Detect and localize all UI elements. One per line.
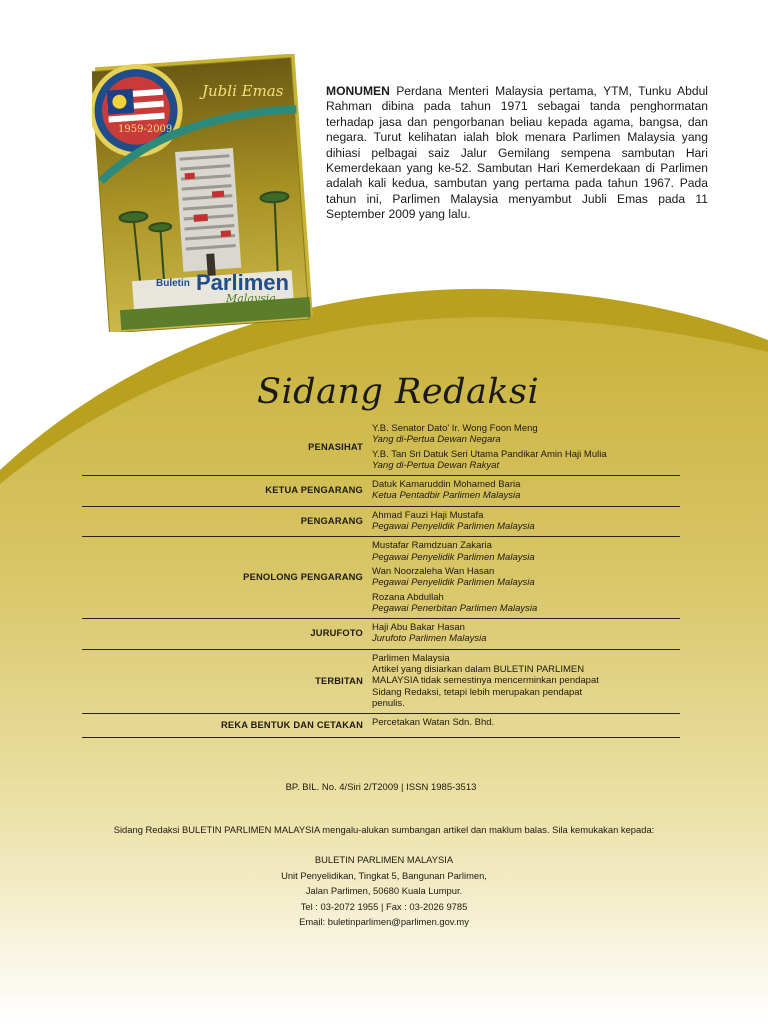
person-name: Ahmad Fauzi Haji Mustafa (372, 509, 484, 521)
caption-body: Perdana Menteri Malaysia pertama, YTM, Tunku Abdul Rahman dibina pada tahun 1971 sebagai tanda penghormatan terhadap jasa dan pengorbanan beliau kepada agama, bangsa, dan negara. Turut kelihatan ialah blok menara Parlimen Malaysia yang dihiasi pelbagai saiz Jalur Gemilang sempena sambutan Hari Kemerdekaan yang ke-52. Sambutan Hari Kemerdekaan di Parlimen adalah kali kedua, sambutan yang pertama pada tahun 1967. Pada tahun ini, Parlimen Malaysia menyambut Jubli Emas pada 11 September 2009 yang lalu. (326, 84, 708, 222)
board-row-pengarang (82, 507, 680, 538)
cover-masthead: Parlimen (196, 270, 289, 295)
person-role: Yang di-Pertua Dewan Negara (372, 434, 501, 446)
editorial-board (82, 420, 680, 738)
person-role: Pegawai Penyelidik Parlimen Malaysia (372, 551, 535, 563)
person-name: Wan Noorzaleha Wan Hasan (372, 565, 495, 577)
contribution-invitation: Sidang Redaksi BULETIN PARLIMEN MALAYSIA mengalu-alukan sumbangan artikel dan maklum balas. Sila kemukakan kepada: (113, 824, 655, 835)
board-row-ketua-pengarang (82, 476, 680, 507)
cover-image (92, 54, 318, 332)
issue-reference: BP. BIL. No. 4/Siri 2/T2009 | ISSN 1985-3513 (285, 782, 477, 793)
address-org: BULETIN PARLIMEN MALAYSIA (314, 854, 454, 865)
board-row-penolong-pengarang (82, 537, 680, 619)
board-row-terbitan (82, 650, 680, 714)
person-name: Datuk Kamaruddin Mohamed Baria (372, 479, 521, 491)
printer-name: Percetakan Watan Sdn. Bhd. (372, 717, 495, 729)
cover-bulletin-word: Buletin (156, 278, 190, 289)
cover-jubilee-text: Jubli Emas (202, 82, 284, 100)
person-name: Y.B. Tan Sri Datuk Seri Utama Pandikar Amin Haji Mulia (372, 448, 607, 460)
cover-caption (326, 84, 708, 223)
row-label: PENASIHAT (308, 441, 363, 452)
row-label: KETUA PENGARANG (265, 485, 363, 496)
publisher-name: Parlimen Malaysia (372, 652, 450, 664)
address-email: Email: buletinparlimen@parlimen.gov.my (299, 916, 469, 928)
address-phone: Tel : 03-2072 1955 | Fax : 03-2026 9785 (300, 900, 468, 912)
person-name: Y.B. Senator Dato' Ir. Wong Foon Meng (372, 423, 538, 434)
address-line2: Jalan Parlimen, 50680 Kuala Lumpur. (305, 885, 463, 897)
disclaimer-note: Artikel yang disiarkan dalam BULETIN PARLIMEN MALAYSIA tidak semestinya mencerminkan pendapat Sidang Redaksi, tetapi lebih merupakan pendapat penulis. (372, 664, 599, 709)
person-role: Ketua Pentadbir Parlimen Malaysia (372, 490, 521, 502)
page-title: Sidang Redaksi (257, 372, 540, 412)
row-label: TERBITAN (315, 675, 363, 686)
person-role: Pegawai Penyelidik Parlimen Malaysia (372, 521, 535, 533)
person-role: Jurufoto Parlimen Malaysia (372, 633, 487, 645)
cover-masthead-sub: Malaysia (226, 292, 276, 305)
board-row-reka-bentuk (82, 714, 680, 737)
board-row-jurufoto (82, 619, 680, 650)
address-line1: Unit Penyelidikan, Tingkat 5, Bangunan Parlimen, (281, 869, 487, 881)
row-label: PENOLONG PENGARANG (243, 572, 363, 583)
row-label: REKA BENTUK DAN CETAKAN (221, 719, 363, 730)
person-name: Haji Abu Bakar Hasan (372, 622, 465, 634)
person-role: Pegawai Penerbitan Parlimen Malaysia (372, 602, 538, 614)
contact-address (184, 852, 584, 930)
row-label: PENGARANG (300, 515, 363, 526)
caption-lead: MONUMEN (326, 84, 390, 98)
board-row-penasihat (82, 420, 680, 476)
row-label: JURUFOTO (310, 628, 363, 639)
person-role: Pegawai Penyelidik Parlimen Malaysia (372, 577, 535, 589)
person-name: Rozana Abdullah (372, 591, 444, 603)
person-name: Mustafar Ramdzuan Zakaria (372, 540, 492, 552)
person-role: Yang di-Pertua Dewan Rakyat (372, 459, 500, 471)
cover-years-text: 1959-2009 (118, 124, 173, 135)
